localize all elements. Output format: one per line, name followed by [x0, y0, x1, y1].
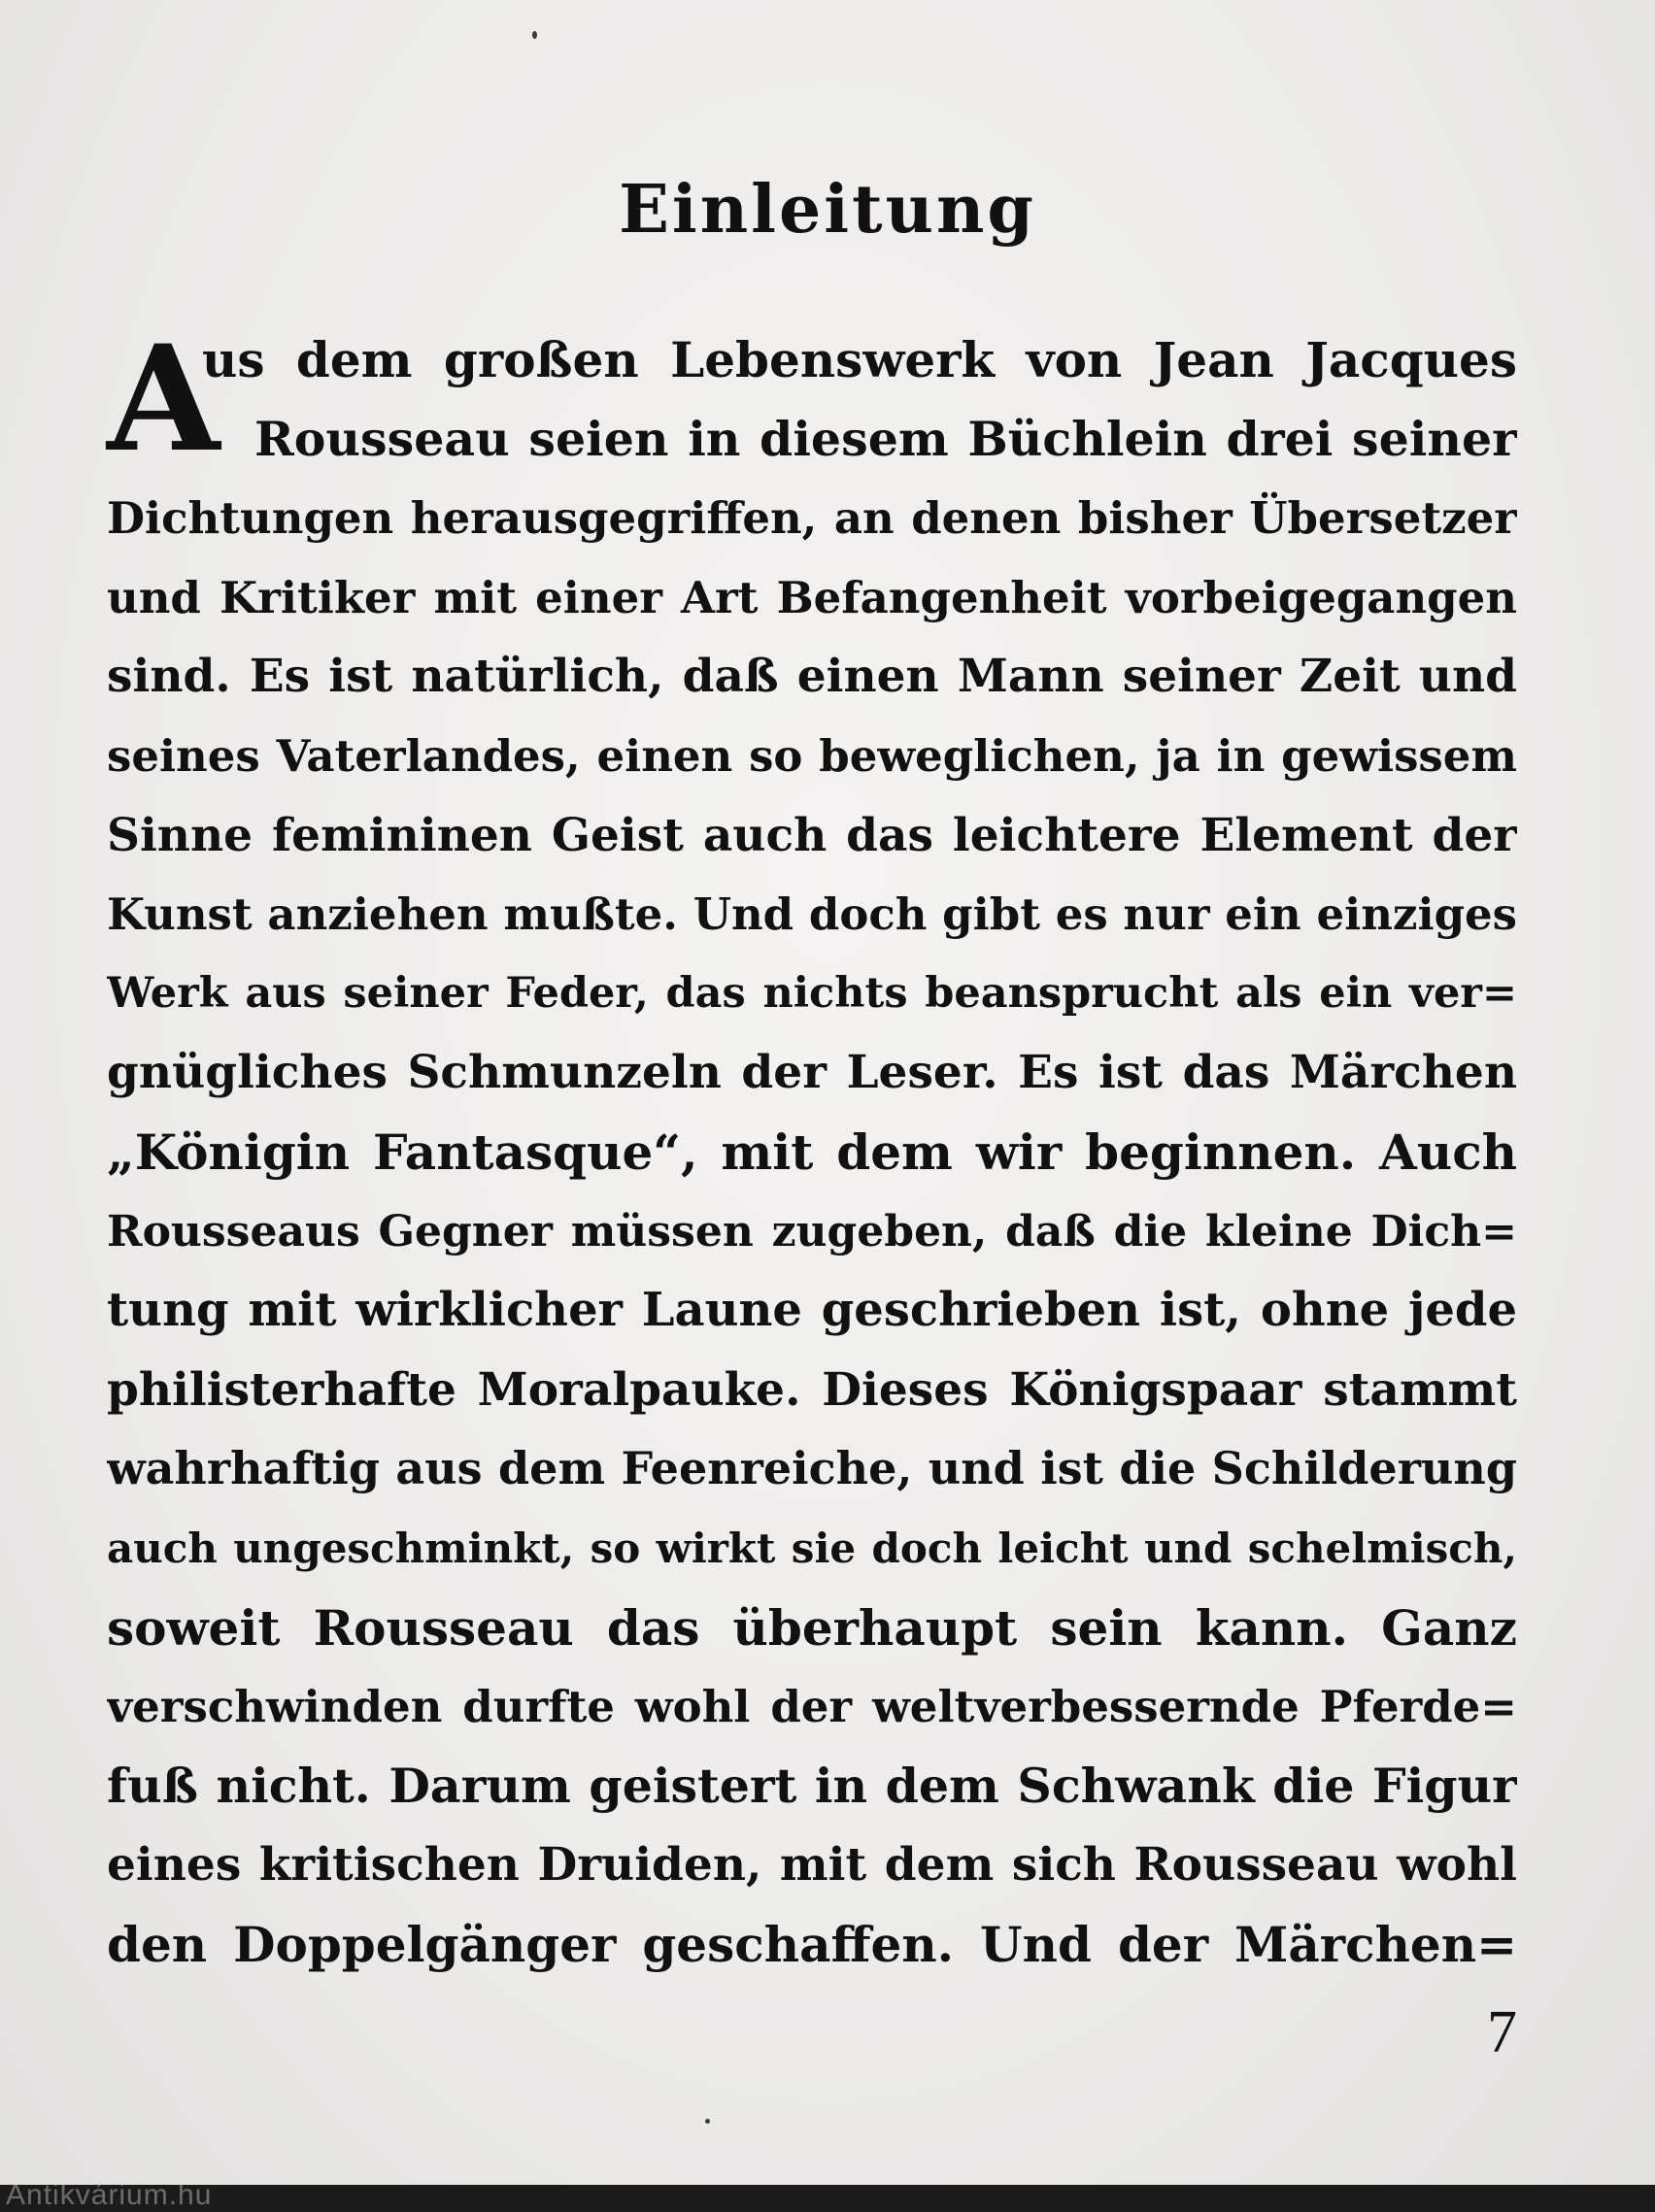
scan-edge: [0, 2185, 1655, 2206]
text-line: seines Vaterlandes, einen so beweglichen, ja in gewissem: [107, 729, 1517, 782]
text-line: philisterhafte Moralpauke. Dieses Königspaar stammt: [107, 1362, 1517, 1417]
page-number: 7: [1487, 1999, 1517, 2065]
chapter-heading: Einleitung: [619, 171, 1036, 249]
text-line: Rousseaus Gegner müssen zugeben, daß die kleine Dich=: [107, 1206, 1517, 1257]
paper-speck: [705, 2119, 710, 2124]
drop-cap-initial: A: [107, 314, 220, 485]
text-line: Rousseau seien in diesem Büchlein drei seiner: [254, 410, 1517, 467]
text-line: gnügliches Schmunzeln der Leser. Es ist das Märchen: [107, 1046, 1517, 1100]
text-line: tung mit wirklicher Laune geschrieben ist, ohne jede: [107, 1283, 1517, 1338]
paper-speck: [532, 31, 537, 39]
text-line: sind. Es ist natürlich, daß einen Mann seiner Zeit und: [107, 650, 1517, 704]
text-line: us dem großen Lebenswerk von Jean Jacques: [202, 331, 1517, 388]
text-line: verschwinden durfte wohl der weltverbessernde Pferde=: [107, 1681, 1517, 1733]
text-line: fuß nicht. Darum geistert in dem Schwank die Figur: [107, 1757, 1517, 1814]
watermark-text: Antikvárium.hu: [6, 2179, 213, 2211]
text-line: den Doppelgänger geschaffen. Und der Märchen=: [107, 1915, 1517, 1973]
text-line: auch ungeschminkt, so wirkt sie doch leicht und schelmisch,: [107, 1524, 1517, 1572]
text-line: Kunst anziehen mußte. Und doch gibt es nur ein einziges: [107, 888, 1517, 941]
text-line: Werk aus seiner Feder, das nichts beansprucht als ein ver=: [107, 968, 1517, 1018]
body-text: [107, 314, 1517, 1984]
text-line: Sinne femininen Geist auch das leichtere Element der: [107, 808, 1517, 862]
text-line: wahrhaftig aus dem Feenreiche, und ist die Schilderung: [107, 1442, 1517, 1495]
text-line: „Königin Fantasque“, mit dem wir beginnen. Auch: [107, 1123, 1517, 1181]
text-line: und Kritiker mit einer Art Befangenheit vorbeigegangen: [107, 571, 1517, 623]
text-line: eines kritischen Druiden, mit dem sich Rousseau wohl: [107, 1838, 1517, 1893]
text-line: Dichtungen herausgegriffen, an denen bisher Übersetzer: [107, 492, 1517, 545]
text-line: soweit Rousseau das überhaupt sein kann. Ganz: [107, 1598, 1517, 1657]
